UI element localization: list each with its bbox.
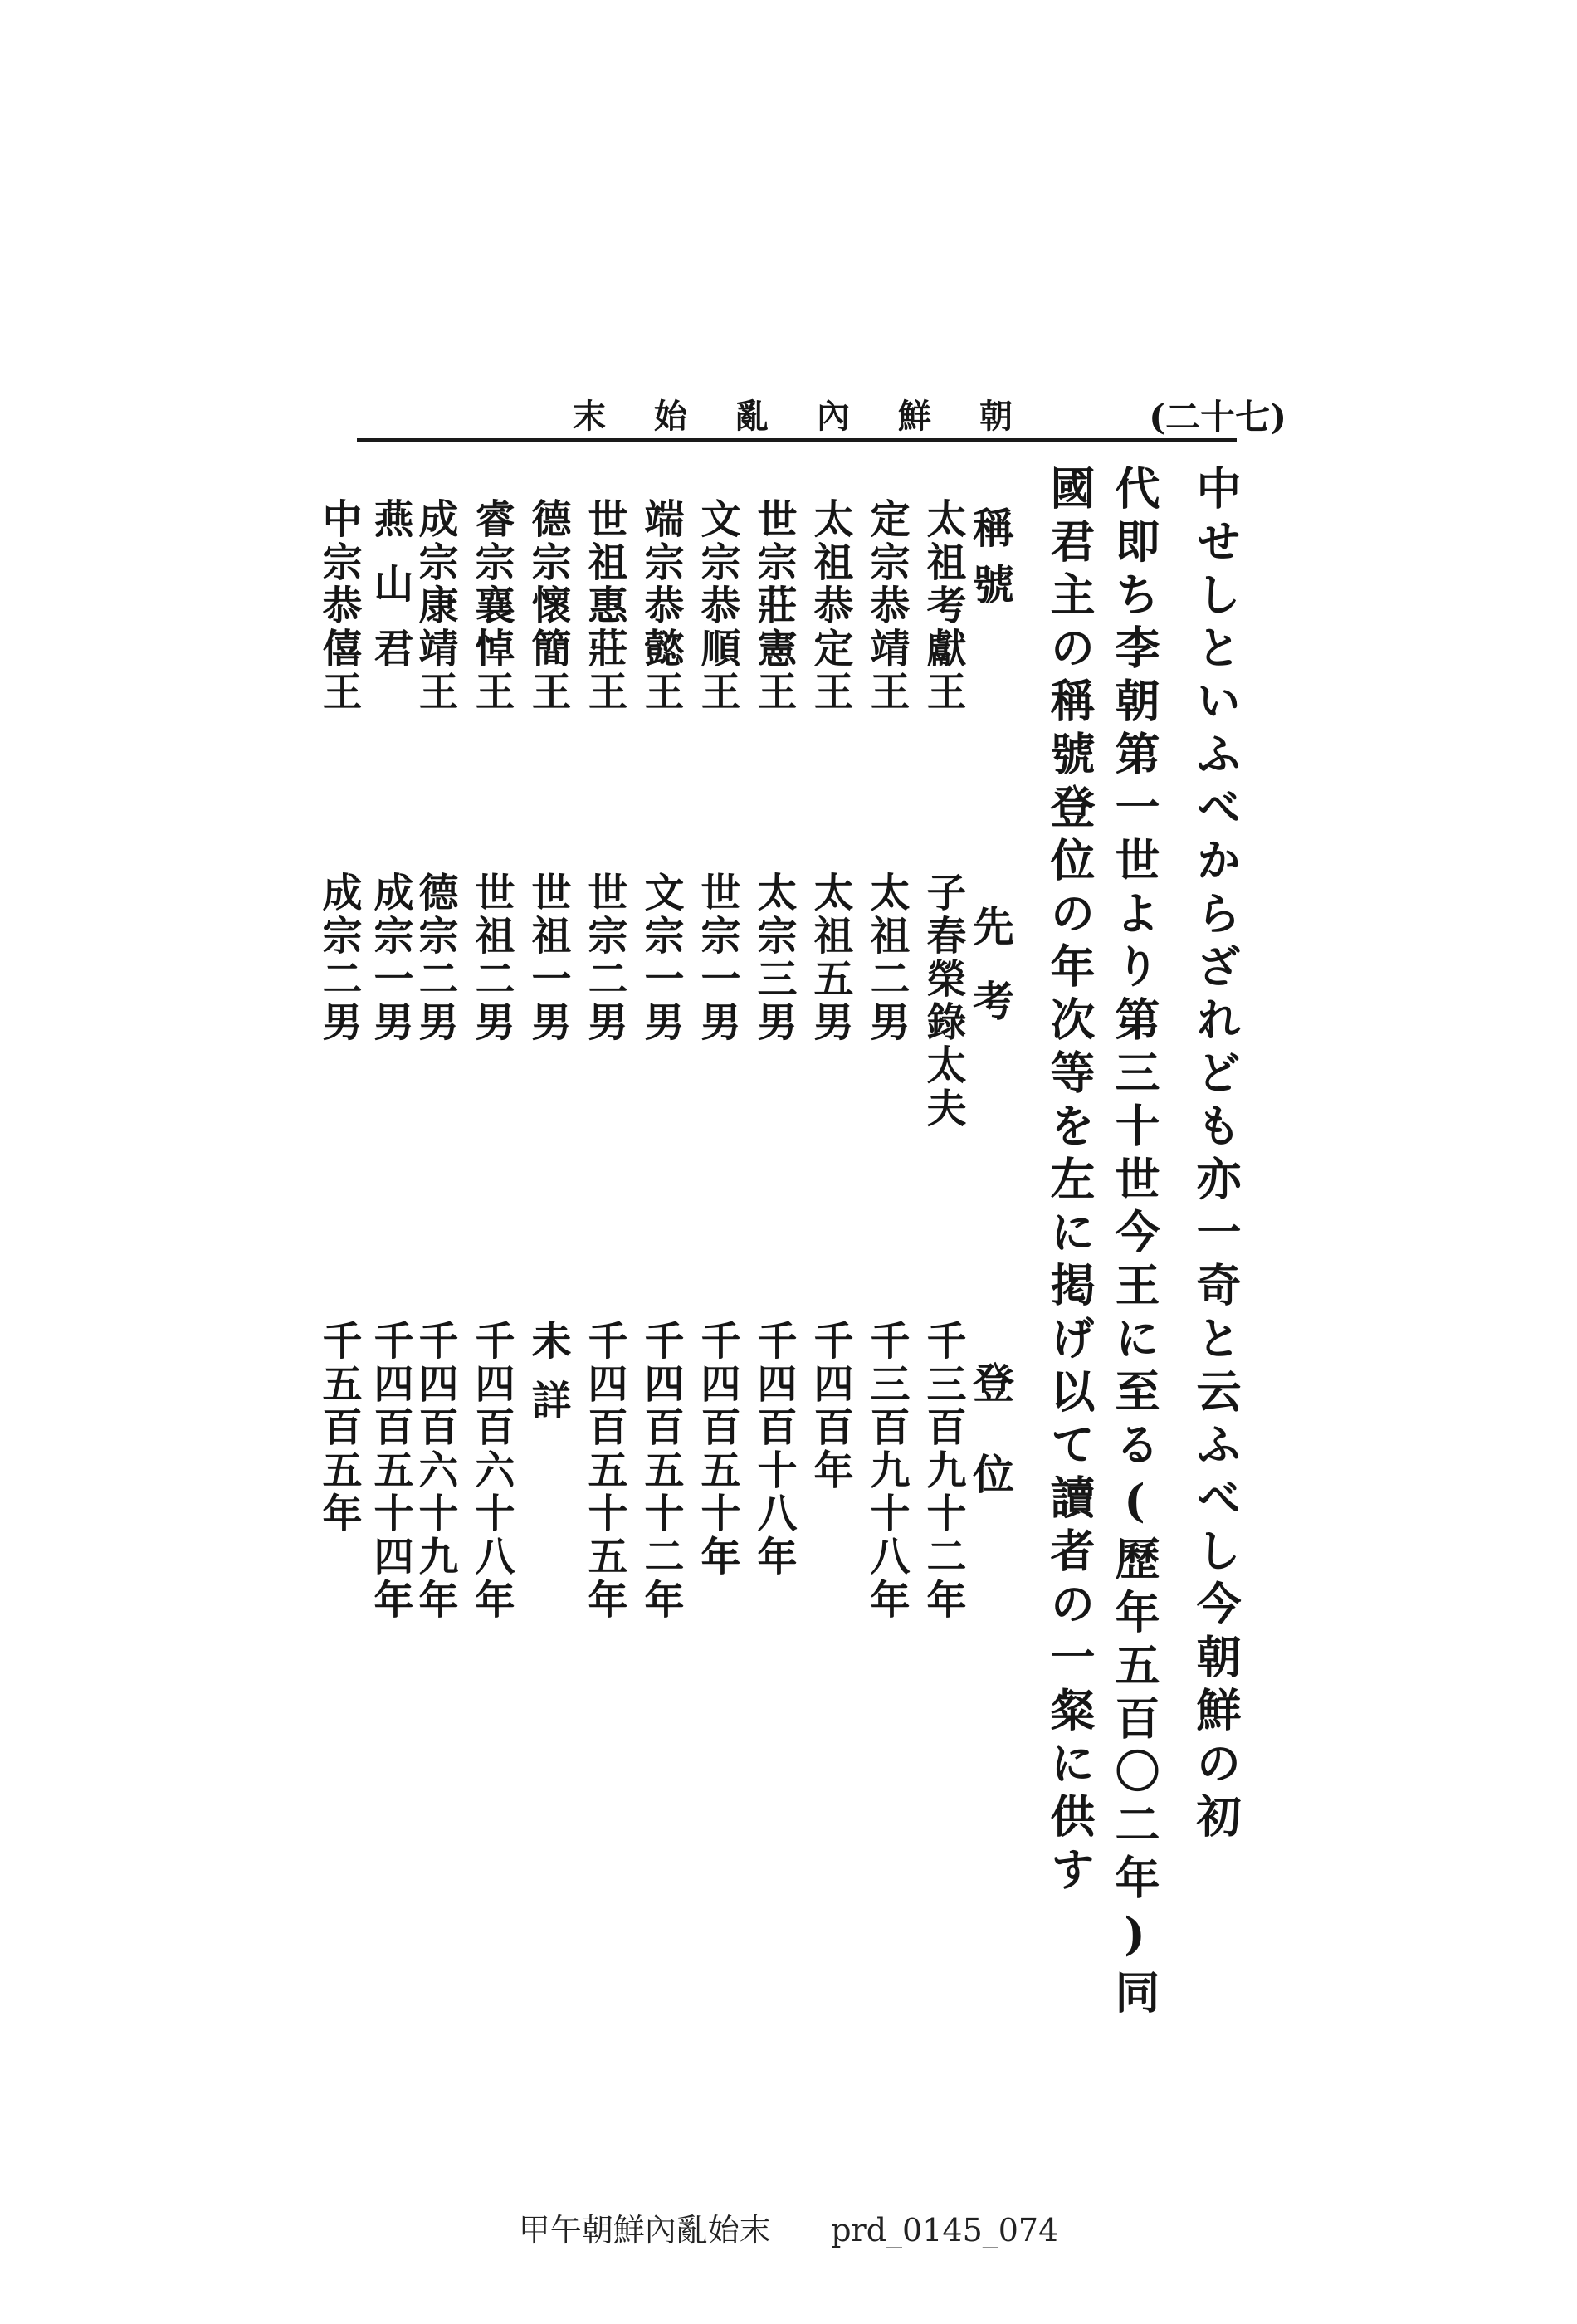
table-cell-title: 太祖考獻王 [920,498,966,714]
table-cell-accession: 千四百六十九年 [412,1320,458,1622]
table-cell-title: 中宗恭僖王 [315,498,362,714]
table-cell-father: 世宗一男 [694,872,740,1044]
table-cell-accession: 千三百九十八年 [863,1320,910,1622]
table-cell-accession: 千五百五年 [315,1320,362,1536]
table-cell-title: 世祖惠莊王 [581,498,627,714]
table-cell-father: 太祖二男 [863,872,910,1044]
body-line-1: 中せしといふべからざれども亦一奇と云ふべし今朝鮮の初 [1189,465,1243,1846]
table-cell-title: 燕山君 [367,498,413,692]
table-cell-father: 文宗一男 [637,872,684,1044]
column-header-accession: 登位 [966,1361,1015,1544]
footer-caption [0,2204,1577,2250]
table-cell-accession: 千四百年 [807,1320,853,1492]
table-cell-title: 定宗恭靖王 [863,498,910,714]
table-cell-title: 德宗懷簡王 [525,498,571,714]
table-cell-accession: 未詳 [525,1320,571,1439]
table-cell-father: 世祖二男 [468,872,515,1044]
table-cell-accession: 千四百五十五年 [581,1320,627,1622]
page-number: (二十七) [1149,397,1286,437]
footer-code: prd_0145_074 [831,2212,1059,2248]
table-cell-father: 成宗二男 [315,872,362,1044]
table-cell-title: 端宗恭懿王 [637,498,684,714]
table-cell-title: 太祖恭定王 [807,498,853,714]
table-cell-title: 成宗康靖王 [412,498,458,714]
running-head [573,390,1286,440]
table-cell-father: 德宗二男 [412,872,458,1044]
table-cell-title: 文宗恭順王 [694,498,740,714]
header-rule [357,438,1237,442]
table-cell-accession: 千四百六十八年 [468,1320,515,1622]
body-line-2: 代即ち李朝第一世より第三十世今王に至る(歷年五百〇二年)同 [1108,465,1161,2022]
table-cell-accession: 千三百九十二年 [920,1320,966,1622]
table-cell-accession: 千四百五十年 [694,1320,740,1579]
footer-book-title: 甲午朝鮮內亂始末 [518,2212,771,2248]
table-cell-father: 太祖五男 [807,872,853,1044]
table-cell-father: 子春榮錄太夫 [920,872,966,1130]
table-cell-accession: 千四百十八年 [750,1320,797,1579]
column-header-title: 稱號 [966,506,1015,619]
column-header-father: 先考 [966,905,1015,1054]
table-cell-father: 世宗二男 [581,872,627,1044]
table-cell-accession: 千四百五十四年 [367,1320,413,1622]
table-cell-accession: 千四百五十二年 [637,1320,684,1622]
table-cell-father: 太宗三男 [750,872,797,1044]
table-cell-father: 成宗一男 [367,872,413,1044]
table-cell-father: 世祖一男 [525,872,571,1044]
table-cell-title: 睿宗襄悼王 [468,498,515,714]
body-line-3: 國君主の稱號登位の年次等を左に掲げ以て讀者の一粲に供す [1043,465,1096,1899]
table-cell-title: 世宗莊憲王 [750,498,797,714]
running-head-title: 朝鮮內亂始末 [573,397,1061,436]
